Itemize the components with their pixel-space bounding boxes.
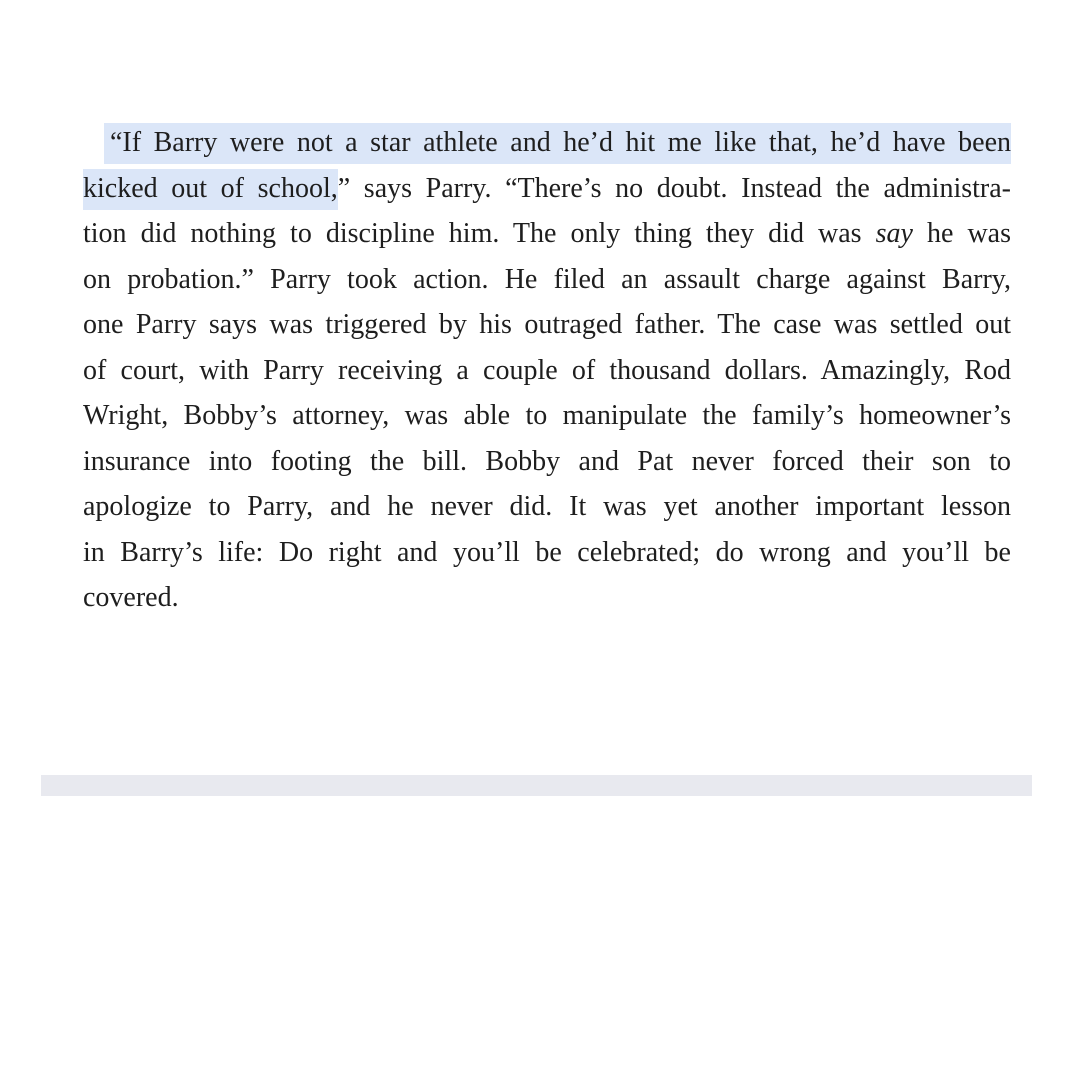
- text-line-3: [83, 211, 1011, 257]
- text-line-9: apologize to Parry, and he never did. It was yet another important lesson: [83, 491, 1011, 522]
- text-segment: ” says Parry. “There’s no doubt. Instead the administra-: [337, 172, 1011, 204]
- text-line-10: in Barry’s life: Do right and you’ll be celebrated; do wrong and you’ll be: [83, 536, 1011, 568]
- page-bottom-bar: [41, 775, 1032, 796]
- text-segment: he was: [912, 218, 1011, 249]
- text-line-2: [83, 166, 1011, 212]
- text-segment: tion did nothing to discipline him. The only thing they did was: [83, 218, 876, 249]
- text-line-8: insurance into footing the bill. Bobby and Pat never forced their son to: [83, 445, 1011, 477]
- text-line-6: of court, with Parry receiving a couple of thousand dollars. Amazingly, Rod: [83, 354, 1011, 386]
- text-line-4: on probation.” Parry took action. He filed an assault charge against Barry,: [83, 263, 1011, 295]
- text-line-5: one Parry says was triggered by his outraged father. The case was settled out: [83, 309, 1011, 340]
- emphasis-word: say: [875, 218, 913, 249]
- text-line-1: [83, 120, 1011, 166]
- text-line-11: covered.: [83, 582, 179, 613]
- book-paragraph: [83, 120, 1011, 621]
- highlighted-selection[interactable]: “If Barry were not a star athlete and he’d hit me like that, he’d have been: [104, 123, 1011, 164]
- highlighted-selection-end[interactable]: kicked out of school,: [83, 169, 338, 210]
- text-line-7: Wright, Bobby’s attorney, was able to manipulate the family’s homeowner’s: [83, 400, 1011, 431]
